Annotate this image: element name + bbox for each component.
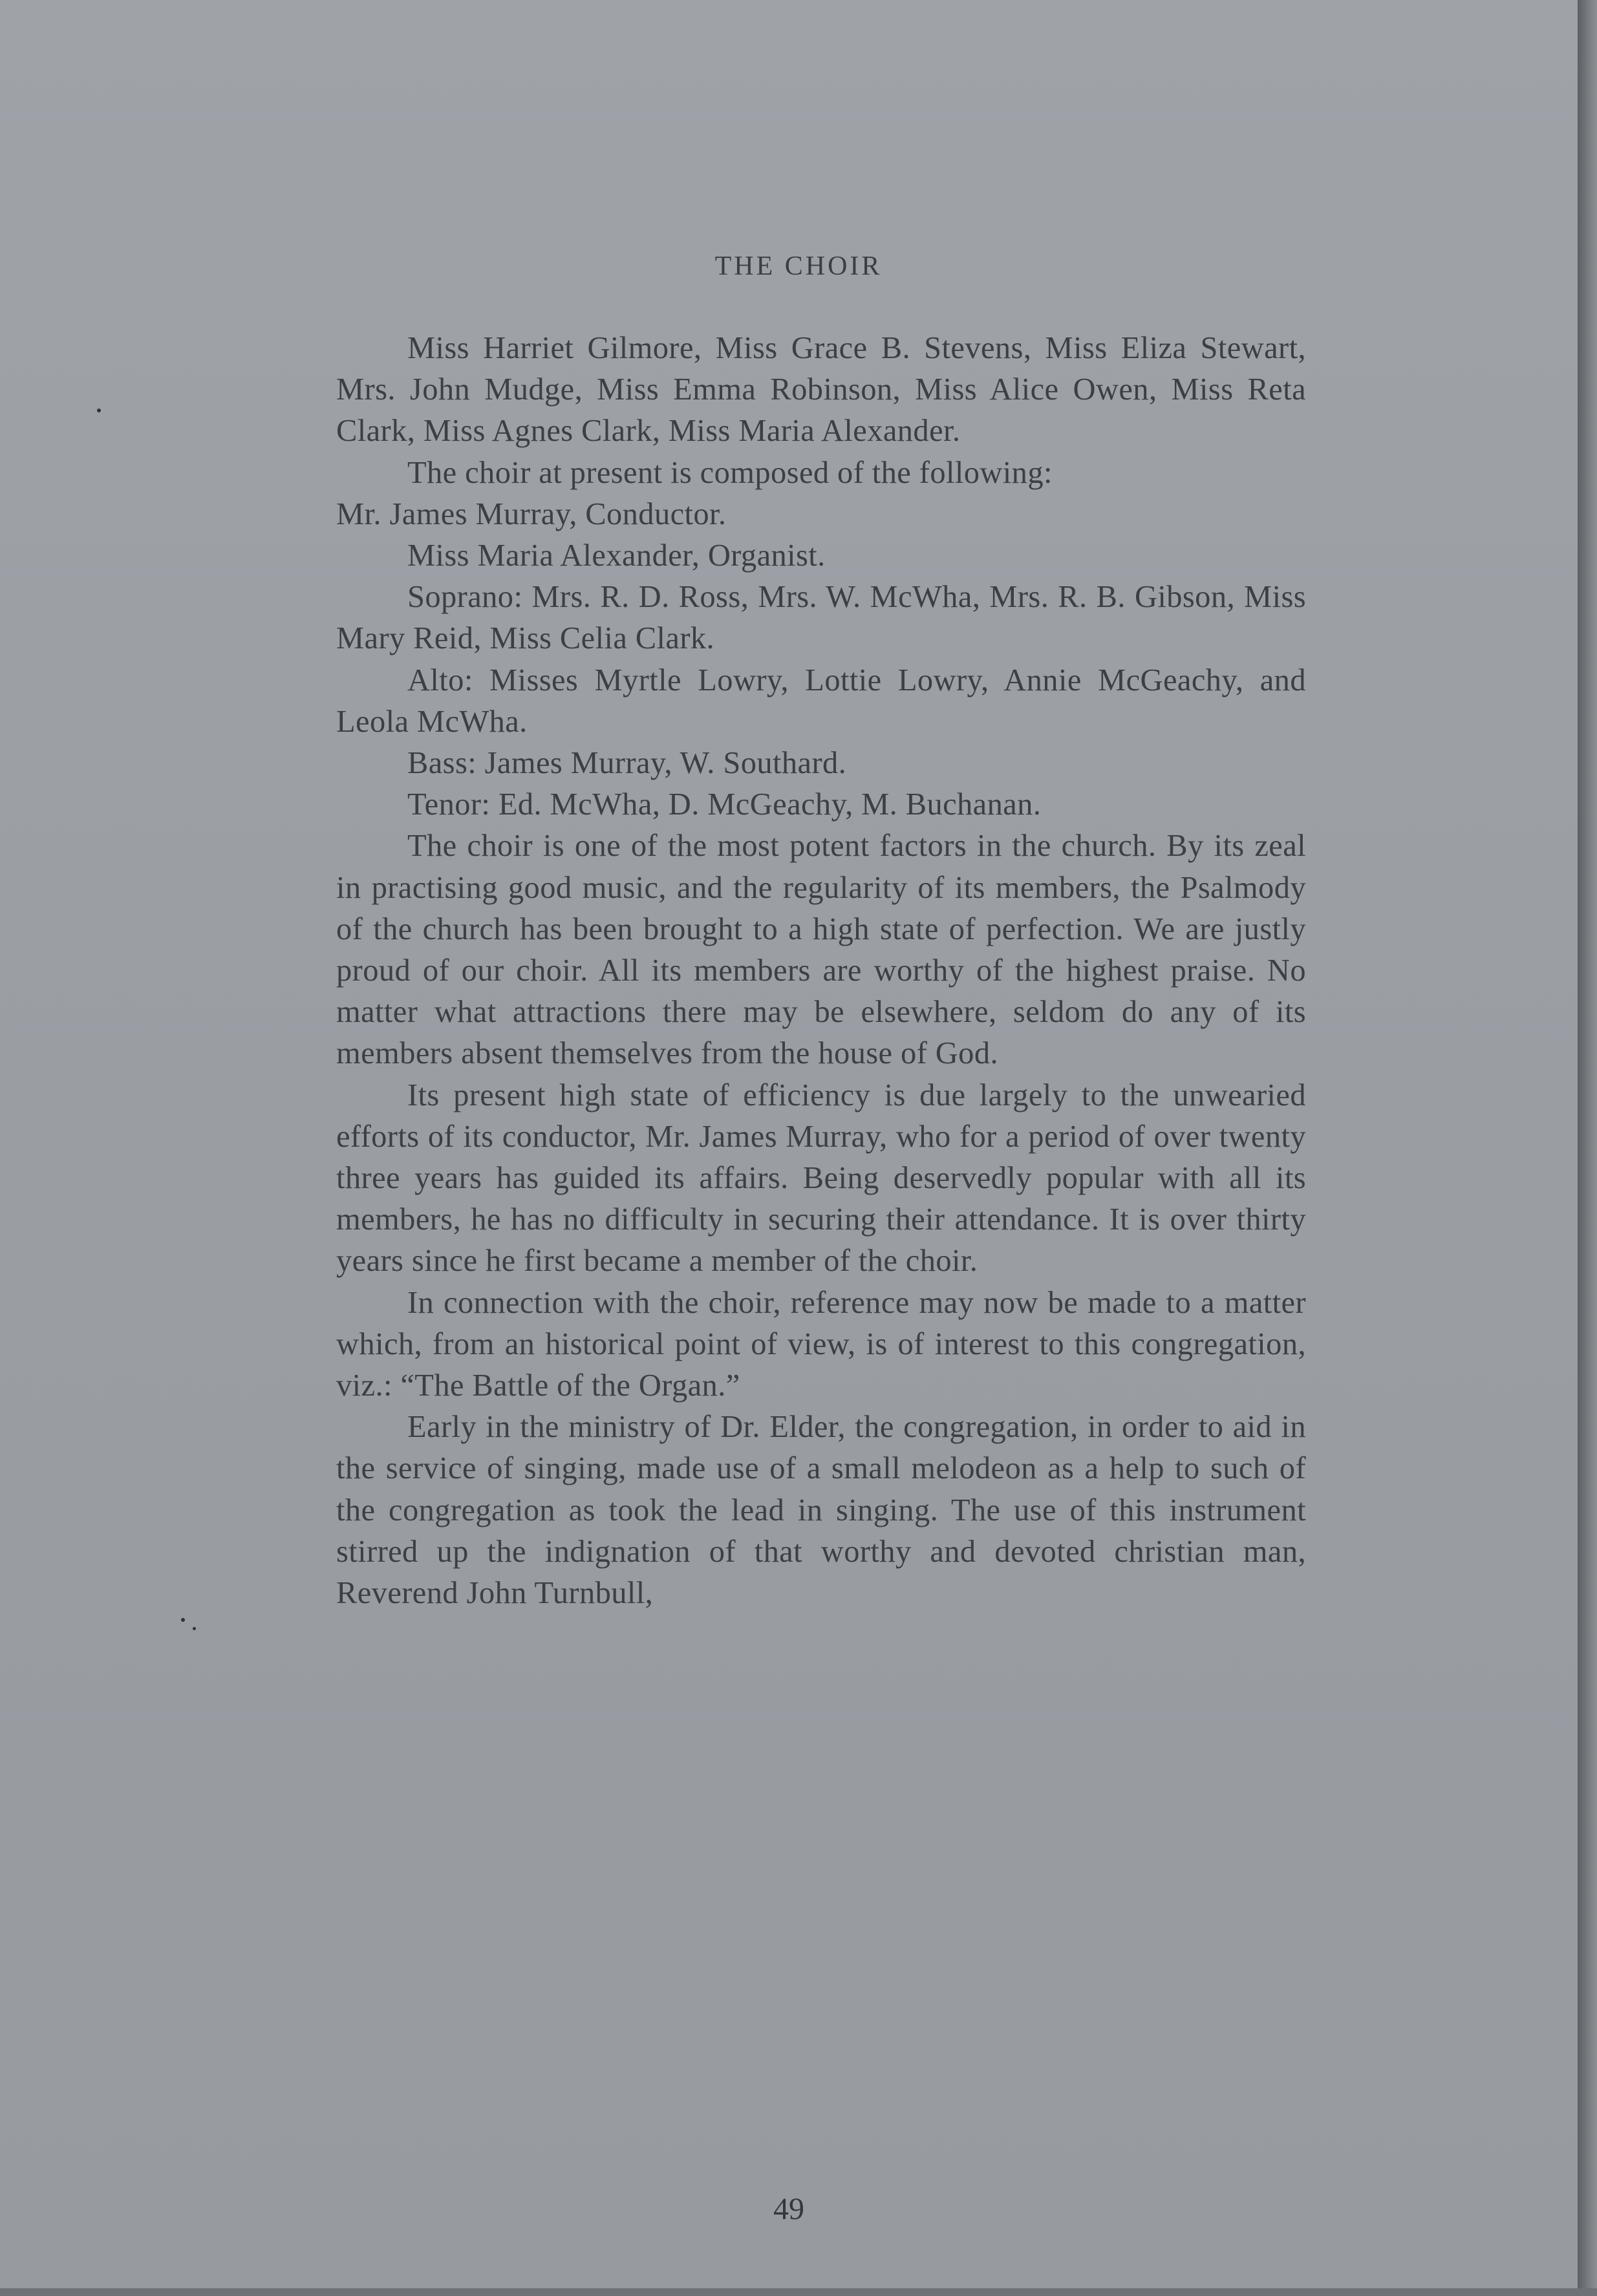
paragraph: The choir is one of the most potent factors in the church. By its zeal in practising good music, and the regularity of its members, the Psalmody of the church has been brought to a high state of perfection. We are justly proud of our choir. All its members are worthy of the highest praise. No matter what attractions there may be elsewhere, seldom do any of its members absent themselves from the house of God. — [336, 829, 1306, 1071]
paragraph: Alto: Misses Myrtle Lowry, Lottie Lowry, Annie McGeachy, and Leola McWha. — [336, 663, 1306, 739]
page-number: 49 — [773, 2192, 804, 2226]
paragraph: Its present high state of efficiency is due largely to the unwearied efforts of its conductor, Mr. James Murray, who for a period of over twenty three years has guided its affairs. Being deservedly popular with all its members, he has no difficulty in securing their attendance. It is over thirty years since he first became a member of the choir. — [336, 1078, 1306, 1279]
paragraph: Mr. James Murray, Conductor. — [336, 496, 727, 531]
paragraph: Miss Harriet Gilmore, Miss Grace B. Stevens, Miss Eliza Stewart, Mrs. John Mudge, Miss Emma Robinson, Miss Alice Owen, Miss Reta Clark, Miss Agnes Clark, Miss Maria Alexander. — [336, 331, 1306, 449]
paragraph: Bass: James Murray, W. Southard. — [407, 746, 847, 781]
dust-speck — [181, 1618, 185, 1622]
paragraph: Miss Maria Alexander, Organist. — [407, 538, 826, 573]
paragraph: Soprano: Mrs. R. D. Ross, Mrs. W. McWha, Mrs. R. B. Gibson, Miss Mary Reid, Miss Celia Clark. — [336, 580, 1306, 656]
paragraph: Tenor: Ed. McWha, D. McGeachy, M. Buchanan. — [407, 787, 1042, 822]
dust-speck — [193, 1627, 196, 1630]
paragraph: The choir at present is composed of the following: — [407, 455, 1053, 490]
paragraph: In connection with the choir, reference may now be made to a matter which, from an historical point of view, is of interest to this congregation, viz.: “The Battle of the Organ.” — [336, 1285, 1306, 1403]
page-bottom-edge — [0, 2288, 1597, 2296]
dust-speck — [97, 409, 101, 412]
paragraph: Early in the ministry of Dr. Elder, the congregation, in order to aid in the service of singing, made use of a small melodeon as a help to such of the congregation as took the lead in singing. The use of this instrument stirred up the indignation of that worthy and devoted christian man, Reverend John Turnbull, — [336, 1410, 1306, 1611]
page-edge-shadow — [1578, 0, 1597, 2296]
body-text — [336, 328, 1306, 1614]
page-title: THE CHOIR — [714, 251, 883, 281]
